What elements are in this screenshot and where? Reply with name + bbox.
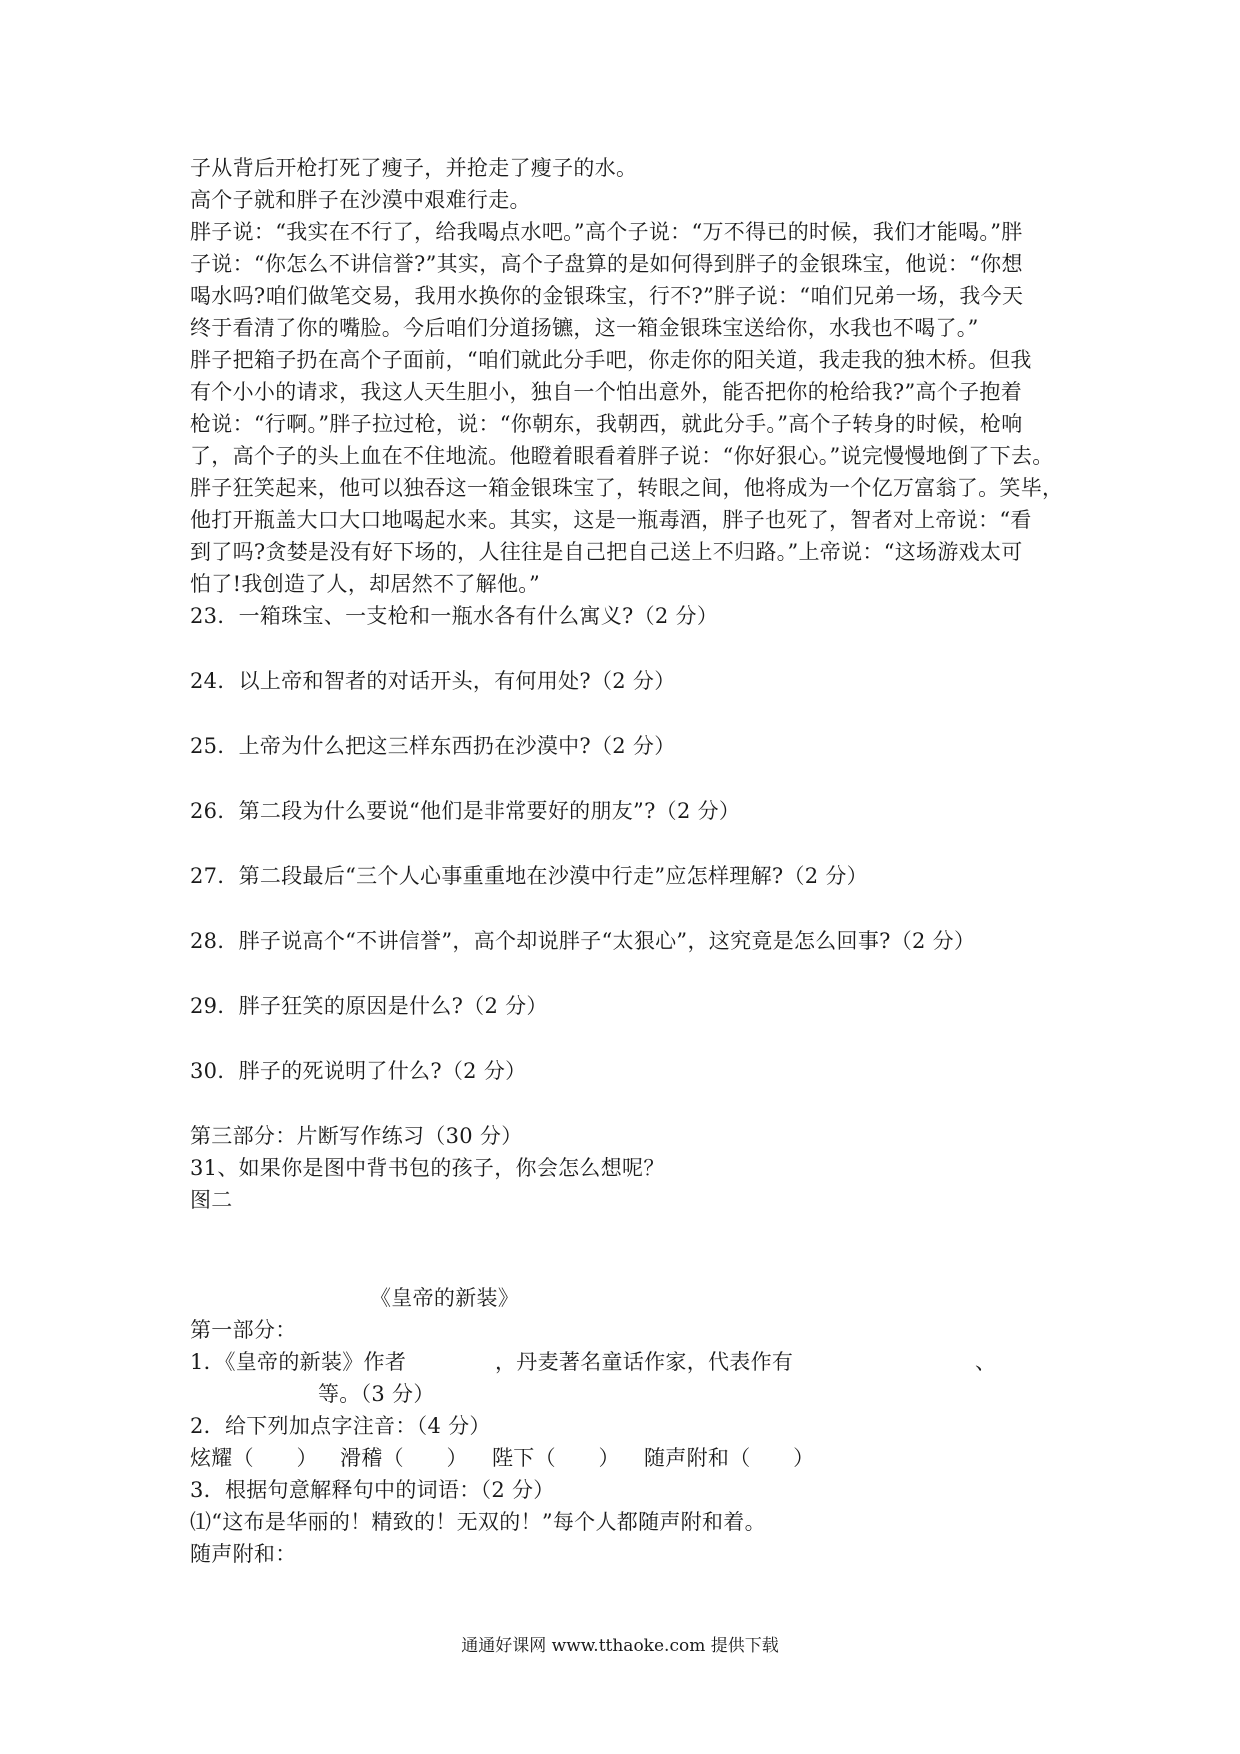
- question-1-part-b: ，丹麦著名童话作家，代表作有: [495, 1350, 794, 1374]
- figure-label: 图二: [190, 1188, 233, 1212]
- question-23: 23．一箱珠宝、一支枪和一瓶水各有什么寓义?（2 分）: [190, 604, 719, 628]
- question-29: 29．胖子狂笑的原因是什么?（2 分）: [190, 994, 548, 1018]
- footer-text: 通通好课网 www.tthaoke.com 提供下载: [461, 1636, 779, 1656]
- pinyin-item: 滑稽（ ）: [340, 1446, 468, 1470]
- question-28: 28．胖子说高个“不讲信誉”，高个却说胖子“太狠心”，这究竟是怎么回事?（2 分）: [190, 929, 976, 953]
- story-line: 终于看清了你的嘴脸。今后咱们分道扬镳，这一箱金银珠宝送给你，水我也不喝了。”: [190, 316, 979, 340]
- pinyin-item: 炫耀（ ）: [190, 1446, 318, 1470]
- question-3: 3．根据句意解释句中的词语：（2 分）: [190, 1478, 555, 1502]
- story-line: 子说：“你怎么不讲信誉?”其实，高个子盘算的是如何得到胖子的金银珠宝，他说：“你想: [190, 252, 1023, 276]
- question-27: 27．第二段最后“三个人心事重重地在沙漠中行走”应怎样理解?（2 分）: [190, 864, 868, 888]
- story-line: 枪说：“行啊。”胖子拉过枪，说：“你朝东，我朝西，就此分手。”高个子转身的时候，枪响: [190, 412, 1023, 436]
- story-line: 子从背后开枪打死了瘦子，并抢走了瘦子的水。: [190, 156, 638, 180]
- question-31: 31、如果你是图中背书包的孩子，你会怎么想呢？: [190, 1156, 665, 1180]
- story-line: 胖子狂笑起来，他可以独吞这一箱金银珠宝了，转眼之间，他将成为一个亿万富翁了。笑毕，: [190, 476, 1064, 500]
- story-line: 了，高个子的头上血在不住地流。他瞪着眼看着胖子说：“你好狠心。”说完慢慢地倒了下去。: [190, 444, 1054, 468]
- story-line: 胖子说：“我实在不行了，给我喝点水吧。”高个子说：“万不得已的时候，我们才能喝。”胖: [190, 220, 1023, 244]
- part3-heading: 第三部分：片断写作练习（30 分）: [190, 1124, 523, 1148]
- story-line: 喝水吗?咱们做笔交易，我用水换你的金银珠宝，行不?”胖子说：“咱们兄弟一场，我今天: [190, 284, 1024, 308]
- question-25: 25．上帝为什么把这三样东西扔在沙漠中?（2 分）: [190, 734, 676, 758]
- section-title: 《皇帝的新装》: [370, 1286, 520, 1310]
- question-30: 30．胖子的死说明了什么?（2 分）: [190, 1059, 527, 1083]
- question-1-part-d: 等。（3 分）: [318, 1382, 435, 1406]
- question-3-1: ⑴“这布是华丽的！精致的！无双的！”每个人都随声附和着。: [190, 1510, 766, 1534]
- story-line: 有个小小的请求，我这人天生胆小，独自一个怕出意外，能否把你的枪给我?”高个子抱着: [190, 380, 1022, 404]
- answer-label: 随声附和：: [190, 1542, 297, 1566]
- question-24: 24．以上帝和智者的对话开头，有何用处?（2 分）: [190, 669, 676, 693]
- story-line: 怕了!我创造了人，却居然不了解他。”: [190, 572, 541, 596]
- story-line: 胖子把箱子扔在高个子面前，“咱们就此分手吧，你走你的阳关道，我走我的独木桥。但我: [190, 348, 1032, 372]
- story-line: 他打开瓶盖大口大口地喝起水来。其实，这是一瓶毒酒，胖子也死了，智者对上帝说：“看: [190, 508, 1032, 532]
- question-26: 26．第二段为什么要说“他们是非常要好的朋友”?（2 分）: [190, 799, 741, 823]
- pinyin-item: 陛下（ ）: [492, 1446, 620, 1470]
- pinyin-item: 随声附和（ ）: [644, 1446, 815, 1470]
- question-1-part-a: 1．《皇帝的新装》作者: [190, 1350, 407, 1374]
- question-2: 2．给下列加点字注音：（4 分）: [190, 1414, 491, 1438]
- story-line: 到了吗?贪婪是没有好下场的，人往往是自己把自己送上不归路。”上帝说：“这场游戏太可: [190, 540, 1023, 564]
- part1-heading: 第一部分：: [190, 1318, 297, 1342]
- question-1-part-c: 、: [975, 1350, 997, 1374]
- story-line: 高个子就和胖子在沙漠中艰难行走。: [190, 188, 531, 212]
